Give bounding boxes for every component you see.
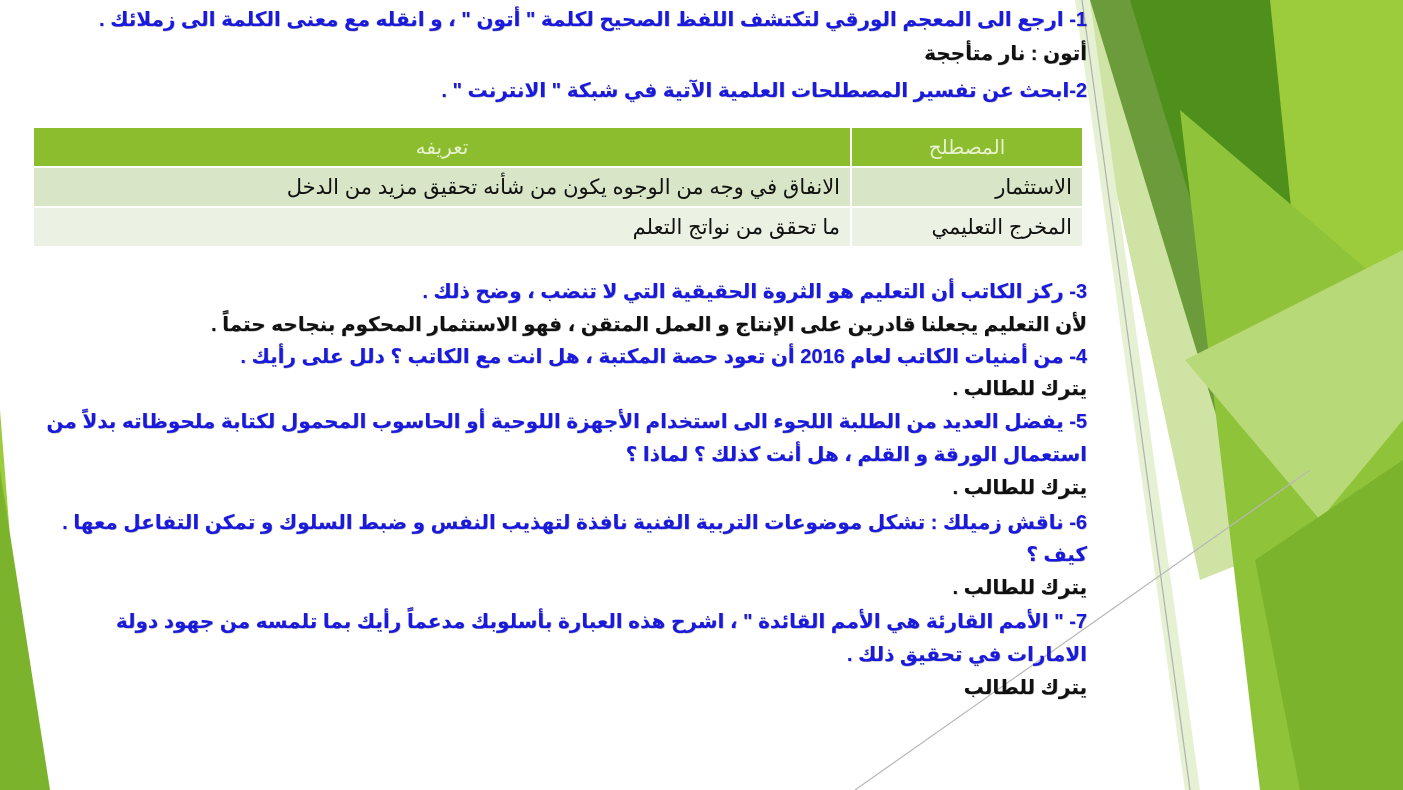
answer-7: يترك للطالب [963,677,1087,699]
definition-cell: الانفاق في وجه من الوجوه يكون من شأنه تحقيق مزيد من الدخل [33,167,851,207]
table-header-row [33,127,1083,167]
question-2: 2-ابحث عن تفسير المصطلحات العلمية الآتية في شبكة " الانترنت " . [441,80,1087,102]
term-cell: المخرج التعليمي [851,207,1083,247]
question-6-line-1: 6- ناقش زميلك : تشكل موضوعات التربية الفنية نافذة لتهذيب النفس و ضبط السلوك و تمكن التفاعل معها . [62,512,1087,534]
definition-cell: ما تحقق من نواتج التعلم [33,207,851,247]
question-4: 4- من أمنيات الكاتب لعام 2016 أن تعود حصة المكتبة ، هل انت مع الكاتب ؟ دلل على رأيك . [240,346,1087,368]
question-6-line-2: كيف ؟ [1026,544,1087,566]
answer-4: يترك للطالب . [952,378,1087,400]
header-term: المصطلح [851,127,1083,167]
question-3: 3- ركز الكاتب أن التعليم هو الثروة الحقيقية التي لا تنضب ، وضح ذلك . [422,281,1087,303]
answer-6: يترك للطالب . [952,577,1087,599]
answer-3: لأن التعليم يجعلنا قادرين على الإنتاج و العمل المتقن ، فهو الاستثمار المحكوم بنجاحه حتماً . [211,314,1087,336]
terms-table [32,126,1084,248]
question-7-line-2: الامارات في تحقيق ذلك . [846,644,1087,666]
header-definition: تعريفه [33,127,851,167]
question-7-line-1: 7- " الأمم القارئة هي الأمم القائدة " ، اشرح هذه العبارة بأسلوبك مدعماً رأيك بما تلمسه من جهود دولة [115,611,1087,633]
question-5-line-2: استعمال الورقة و القلم ، هل أنت كذلك ؟ لماذا ؟ [625,444,1087,466]
answer-1: أتون : نار متأججة [924,43,1087,65]
question-1: 1- ارجع الى المعجم الورقي لتكتشف اللفظ الصحيح لكلمة " أتون " ، و انقله مع معنى الكلمة الى زملائك . [99,9,1087,31]
question-5-line-1: 5- يفضل العديد من الطلبة اللجوء الى استخدام الأجهزة اللوحية أو الحاسوب المحمول لكتابة ملحوظاته بدلاً من [46,411,1087,433]
table-row [33,207,1083,247]
answer-5: يترك للطالب . [952,477,1087,499]
table-row [33,167,1083,207]
term-cell: الاستثمار [851,167,1083,207]
